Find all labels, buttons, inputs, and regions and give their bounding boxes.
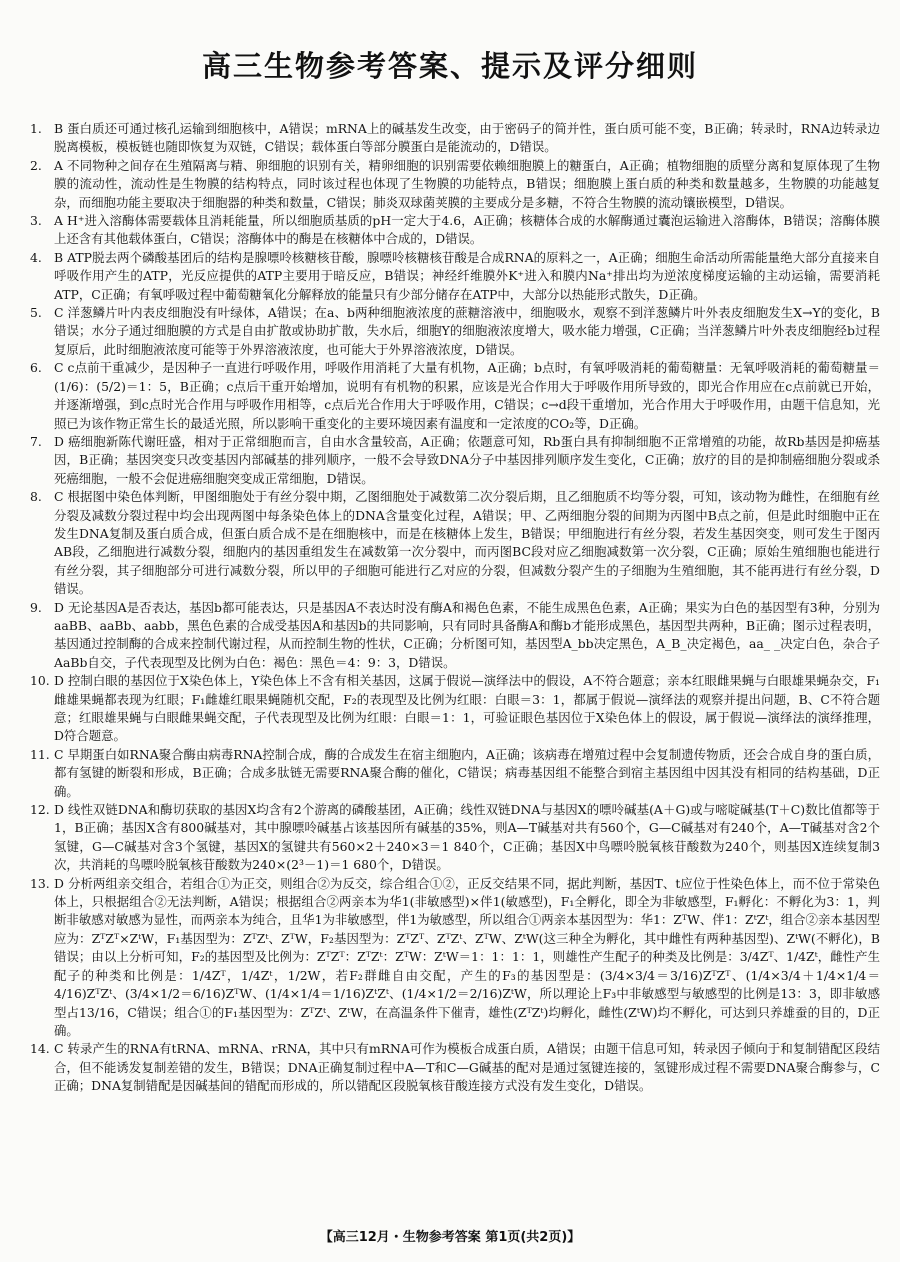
answer-text: A H⁺进入溶酶体需要载体且消耗能量，所以细胞质基质的pH一定大于4.6，A正确；核糖体合成的水解酶通过囊泡运输进入溶酶体，B错误；溶酶体膜上还含有其他载体蛋白，C错误；溶酶体中的酶是在核糖体中合成的，D错误。 bbox=[54, 213, 880, 247]
answer-number: 3. bbox=[30, 213, 42, 229]
answer-text: B 蛋白质还可通过核孔运输到细胞核中，A错误；mRNA上的碱基发生改变，由于密码子的简并性，蛋白质可能不变，B正确；转录时，RNA边转录边脱离模板，模板链也随即恢复为双链，C错误；载体蛋白等部分膜蛋白是能流动的，D错误。 bbox=[54, 121, 880, 155]
answer-text: D 癌细胞新陈代谢旺盛，相对于正常细胞而言，自由水含量较高，A正确；依题意可知，Rb蛋白具有抑制细胞不正常增殖的功能，故Rb基因是抑癌基因，B正确；基因突变只改变基因内部碱基的排列顺序，一般不会导致DNA分子中基因排列顺序发生变化，C正确；放疗的目的是抑制癌细胞分裂或杀死癌细胞，一般不会促进癌细胞突变成正常细胞，D错误。 bbox=[54, 433, 880, 486]
answer-text: D 分析两组亲交组合，若组合①为正交，则组合②为反交，综合组合①②，正反交结果不同，据此判断，基因T、t应位于性染色体上，而不位于常染色体上，只根据组合②无法判断，A错误；根据组合②两亲本为华1(非敏感型)×伴1(敏感型)，F₁全孵化，即全为非敏感型，F₁孵化：不孵化为3：1，判断非敏感对敏感为显性，而两亲本为纯合，且华1为非敏感型，伴1为敏感型，所以组合①两亲本基因型为：华1：ZᵀW、伴1：ZᵗZᵗ，组合②亲本基因型应为：ZᵀZᵀ×ZᵗW，F₁基因型为：ZᵀZᵗ、ZᵀW，F₂基因型为：ZᵀZᵀ、ZᵀZᵗ、ZᵀW、ZᵗW(这三种全为孵化，其中雌性有两种基因型)、ZᵗW(不孵化)，B错误；由以上分析可知，F₂的基因型及比例为：ZᵀZᵀ：ZᵀZᵗ：ZᵀW：ZᵗW＝1：1：1：1，则雄性产生配子的种类及比例是：3/4Zᵀ、1/4Zᵗ，雌性产生配子的种类和比例是：1/4Zᵀ，1/4Zᵗ，1/2W，若F₂群雌自由交配，产生的F₃的基因型是：(3/4×3/4＝3/16)ZᵀZᵀ、(1/4×3/4＋1/4×1/4＝4/16)ZᵀZᵗ、(3/4×1/2＝6/16)ZᵀW、(1/4×1/4＝1/16)ZᵗZᵗ、(1/4×1/2＝2/16)ZᵗW，所以理论上F₃中非敏感型与敏感型的比例是13：3，即非敏感型占13/16，C错误；组合①的F₁基因型为：ZᵀZᵗ、ZᵗW，在高温条件下催青，雄性(ZᵀZᵗ)均孵化，雌性(ZᵗW)均不孵化，可达到只养雄蚕的目的，D正确。 bbox=[54, 875, 880, 1038]
answer-number: 7. bbox=[30, 433, 42, 449]
answer-item-8 bbox=[30, 488, 880, 598]
answer-item-1 bbox=[30, 120, 880, 157]
answer-text: D 线性双链DNA和酶切获取的基因X均含有2个游离的磷酸基团，A正确；线性双链DNA与基因X的嘌呤碱基(A＋G)或与嘧啶碱基(T＋C)数比值都等于1，B正确；基因X含有800碱基对，其中腺嘌呤碱基占该基因所有碱基的35%，则A—T碱基对共有560个，G—C碱基对有240个，A—T碱基对含2个氢键，G—C碱基对含3个氢键，基因X的氢键共有560×2＋240×3＝1 840个，C正确；基因X中鸟嘌呤脱氧核苷酸数为240个，则基因X连续复制3次，共消耗的鸟嘌呤脱氧核苷酸数为240×(2³－1)＝1 680个，D错误。 bbox=[54, 802, 880, 873]
answer-item-12 bbox=[30, 801, 880, 875]
answer-number: 9. bbox=[30, 599, 42, 615]
answer-item-5 bbox=[30, 304, 880, 359]
answer-text: C 早期蛋白如RNA聚合酶由病毒RNA控制合成，酶的合成发生在宿主细胞内，A正确；该病毒在增殖过程中会复制遗传物质，还会合成自身的蛋白质，都有氢键的断裂和形成，B正确；合成多肽链无需要RNA聚合酶的催化，C错误；病毒基因组不能整合到宿主基因组中因其没有相同的结构基础，D正确。 bbox=[54, 746, 880, 799]
answer-text: D 无论基因A是否表达，基因b都可能表达，只是基因A不表达时没有酶A和褐色色素，不能生成黑色色素，A正确；果实为白色的基因型有3种，分别为aaBB、aaBb、aabb，黑色色素的合成受基因A和基因b的共同影响，只有同时具备酶A和酶b才能形成黑色，基因型共两种，B正确；图示过程表明，基因通过控制酶的合成来控制代谢过程，从而控制生物的性状，C正确；分析图可知，基因型A_bb决定黑色，A_B_决定褐色，aa_ _决定白色，杂合子AaBb自交，子代表现型及比例为白色：褐色：黑色＝4：9：3，D错误。 bbox=[54, 599, 880, 670]
answer-item-13 bbox=[30, 875, 880, 1041]
answer-number: 1. bbox=[30, 121, 42, 136]
answer-item-4 bbox=[30, 249, 880, 304]
answer-number: 5. bbox=[30, 305, 42, 321]
answer-item-3 bbox=[30, 212, 880, 249]
answer-number: 10. bbox=[30, 673, 50, 689]
page-footer: 【高三12月・生物参考答案 第1页(共2页)】 bbox=[319, 1230, 581, 1245]
answer-text: D 控制白眼的基因位于X染色体上，Y染色体上不含有相关基因，这属于假说—演绎法中的假设，A不符合题意；亲本红眼雌果蝇与白眼雄果蝇杂交，F₁雌雄果蝇都表现为红眼；F₁雌雄红眼果蝇随机交配，F₂的表现型及比例为红眼：白眼＝3：1，都属于假说—演绎法的观察并提出问题，B、C不符合题意；红眼雄果蝇与白眼雌果蝇交配，子代表现型及比例为红眼：白眼＝1：1，可验证眼色基因位于X染色体上的假设，属于假说—演绎法的演绎推理，D符合题意。 bbox=[54, 673, 880, 744]
answer-text: C 根据图中染色体判断，甲图细胞处于有丝分裂中期，乙图细胞处于减数第二次分裂后期，且乙细胞质不均等分裂，可知，该动物为雌性，在细胞有丝分裂及减数分裂过程中均会出现两图中每条染色体上的DNA含量变化过程，A错误；甲、乙两细胞分裂的间期为丙图中B点之前，但是此时细胞中正在发生DNA复制及蛋白质合成，但蛋白质合成不是在细胞核中，而是在核糖体上发生，B错误；甲细胞进行有丝分裂，若发生基因突变，则可发生于图丙AB段，乙细胞进行减数分裂，细胞内的基因重组发生在减数第一次分裂中，而丙图BC段对应乙细胞减数第一次分裂，C正确；原始生殖细胞也能进行有丝分裂，其子细胞部分可进行减数分裂，所以甲的子细胞可能进行乙对应的分裂，但减数分裂产生的子细胞为生殖细胞，其不能再进行有丝分裂，D错误。 bbox=[54, 489, 880, 597]
answer-number: 8. bbox=[30, 489, 42, 505]
answer-item-9 bbox=[30, 599, 880, 673]
answer-text: C c点前干重减少，是因种子一直进行呼吸作用，呼吸作用消耗了大量有机物，A正确；b点时，有氧呼吸消耗的葡萄糖量：无氧呼吸消耗的葡萄糖量＝(1/6)：(5/2)＝1：5，B正确；c点后干重开始增加，说明有有机物的积累，应该是光合作用大于呼吸作用所导致的，即光合作用应在c点前就已开始，并逐渐增强，到c点时光合作用与呼吸作用相等，c点后光合作用大于呼吸作用，C错误；c→d段干重增加，光合作用大于呼吸作用，由题干信息知，光照已为该作物正常生长的最适光照，所以影响干重变化的主要环境因素有温度和一定浓度的CO₂等，D正确。 bbox=[54, 360, 880, 431]
answer-item-10 bbox=[30, 672, 880, 746]
answer-number: 11. bbox=[30, 746, 50, 762]
answer-item-6 bbox=[30, 359, 880, 433]
page-title: 高三生物参考答案、提示及评分细则 bbox=[201, 49, 698, 83]
answer-item-11 bbox=[30, 746, 880, 801]
answer-text: C 转录产生的RNA有tRNA、mRNA、rRNA，其中只有mRNA可作为模板合成蛋白质，A错误；由题干信息可知，转录因子倾向于和复制错配区段结合，但不能诱发复制差错的发生，B错误；DNA正确复制过程中A—T和C—G碱基的配对是通过氢键连接的，氢键形成过程不需要DNA聚合酶参与，C正确；DNA复制错配是因碱基间的错配而形成的，所以错配区段脱氧核苷酸连接方式没有发生变化，D错误。 bbox=[54, 1041, 880, 1094]
answer-number: 6. bbox=[30, 360, 42, 376]
answer-text: C 洋葱鳞片叶内表皮细胞没有叶绿体，A错误；在a、b两种细胞液浓度的蔗糖溶液中，细胞吸水，观察不到洋葱鳞片叶外表皮细胞发生X→Y的变化，B错误；水分子通过细胞膜的方式是自由扩散或协助扩散，失水后，细胞Y的细胞液浓度增大，吸水能力增强，C正确；当洋葱鳞片叶外表皮细胞经b过程复原后，此时细胞液浓度可能等于外界溶液浓度，也可能大于外界溶液浓度，D错误。 bbox=[54, 305, 880, 357]
answer-text: B ATP脱去两个磷酸基团后的结构是腺嘌呤核糖核苷酸，腺嘌呤核糖核苷酸是合成RNA的原料之一，A正确；细胞生命活动所需能量绝大部分直接来自呼吸作用产生的ATP，光反应提供的ATP主要用于暗反应，B错误；神经纤维膜外K⁺进入和膜内Na⁺排出均为逆浓度梯度运输的主动运输，需要消耗ATP，C正确；有氧呼吸过程中葡萄糖氧化分解释放的能量只有少部分储存在ATP中，大部分以热能形式散失，D正确。 bbox=[54, 249, 880, 302]
answer-number: 12. bbox=[30, 802, 50, 818]
answer-number: 13. bbox=[30, 875, 50, 891]
answer-item-2 bbox=[30, 157, 880, 212]
answer-number: 14. bbox=[30, 1041, 50, 1057]
answer-item-7 bbox=[30, 433, 880, 488]
answer-item-14 bbox=[30, 1040, 880, 1095]
answer-text: A 不同物种之间存在生殖隔离与精、卵细胞的识别有关，精卵细胞的识别需要依赖细胞膜上的糖蛋白，A正确；植物细胞的质壁分离和复原体现了生物膜的流动性，流动性是生物膜的结构特点，同时该过程也体现了生物膜的功能特点，B错误；细胞膜上蛋白质的种类和数量越多，生物膜的功能越复杂，而细胞功能主要取决于细胞器的种类和数量，C错误；肺炎双球菌荚膜的主要成分是多糖，不符合生物膜的流动镶嵌模型，D错误。 bbox=[54, 157, 880, 210]
answer-number: 2. bbox=[30, 157, 42, 173]
answer-number: 4. bbox=[30, 249, 42, 265]
answer-list bbox=[30, 120, 880, 1096]
